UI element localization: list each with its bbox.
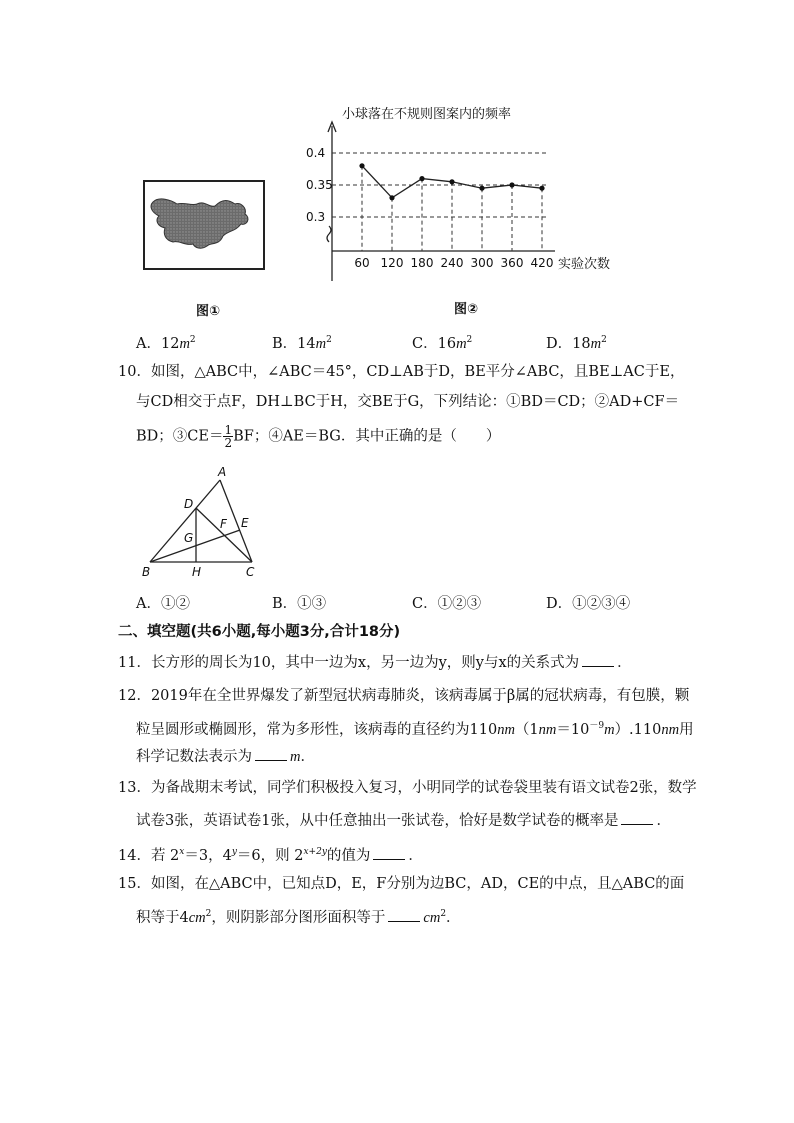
x-tick-label: 180 [410,256,434,270]
q12-line-2: 粒呈圆形或椭圆形，常为多形性，该病毒的直径约为$110nm(1nm=10^{-9}m).110nm$用 [136,721,694,738]
q10-option-a: A．①② [136,596,190,612]
q10-option-c: C．①②③ [412,596,482,612]
q9-option-b: B．$14m^2$ [272,335,332,352]
figure-1-caption: 图① [196,304,221,319]
data-point [359,163,364,168]
axis-break [327,226,331,242]
x-tick-label: 240 [440,256,464,270]
q14: 14．若 $2^x=3$，$4^y=6$，则 $2^{x+2y}$的值为 ． [118,842,423,866]
x-tick-label: 300 [470,256,494,270]
q10-option-b: B．①③ [272,596,327,612]
q14-answer-blank[interactable] [373,845,405,860]
label-h: H [192,565,202,579]
label-e: E [241,516,249,530]
y-tick-label: 0.35 [306,178,333,192]
label-g: G [184,531,194,545]
q12-answer-blank[interactable] [255,746,287,761]
x-tick-label: 360 [500,256,524,270]
q15-line-1: 15．如图，在△ABC中，已知点D，E，F分别为边BC，AD，CE的中点，且△ABC的面 [118,876,685,892]
figure-2-caption: 图② [454,302,479,317]
q10-line-3: BD；③CE＝ $\frac{1}{2}$ BF；④AE＝BG．其中正确的是（ ） [136,423,501,450]
label-a: A [218,465,227,479]
q15-line-2: 积等于$4cm^2$，则阴影部分图形面积等于 $cm^2$． [136,904,461,928]
label-f: F [220,517,227,531]
section-2-heading: 二、填空题(共6小题,每小题3分,合计18分) [118,624,401,640]
data-point [419,176,424,181]
figure-2-chart [300,104,630,294]
figure-1 [143,180,265,270]
x-tick-label: 120 [380,256,404,270]
q13-line-2: 试卷3张，英语试卷1张，从中任意抽出一张试卷，恰好是数学试卷的概率是 ． [136,810,671,831]
label-b: B [142,565,151,579]
chart-xlabel: 实验次数 [558,257,611,272]
x-tick-label: 60 [354,256,370,270]
q11: 11．长方形的周长为10，其中一边为x，另一边为y，则y与x的关系式为 ． [118,652,632,673]
q9-option-c: C．$16m^2$ [412,335,473,352]
chart-title: 小球落在不规则图案内的频率 [342,107,512,122]
q12-line-1: 12．2019年在全世界爆发了新型冠状病毒肺炎，该病毒属于β属的冠状病毒，有包膜，颗 [118,688,690,704]
q11-answer-blank[interactable] [582,652,614,667]
y-tick-label: 0.3 [306,210,326,224]
q13-answer-blank[interactable] [621,810,653,825]
frequency-line-chart [300,104,630,294]
q13-line-1: 13．为备战期末考试，同学们积极投入复习，小明同学的试卷袋里装有语文试卷2张，数学 [118,780,697,796]
q9-option-d: D．$18m^2$ [546,335,607,352]
q12-line-3: 科学记数法表示为 m． [136,746,315,767]
irregular-shape-figure [143,180,265,270]
q9-option-a: A．$12m^2$ [136,335,196,352]
x-tick-label: 420 [530,256,554,270]
label-c: C [246,565,255,579]
q10-line-2: 与CD相交于点F，DH⊥BC于H，交BE于G，下列结论：①BD＝CD；②AD+CF＝ [136,394,680,410]
data-point [449,179,454,184]
q15-answer-blank[interactable] [388,907,420,922]
q10-option-d: D．①②③④ [546,596,631,612]
q10-triangle-figure [136,464,266,582]
data-point [539,186,544,191]
y-tick-label: 0.4 [306,146,326,160]
data-point [389,195,394,200]
data-point [509,182,514,187]
fraction-one-half: $\frac{1}{2}$ [224,423,233,450]
q10-line-1: 10．如图，△ABC中，∠ABC＝45°，CD⊥AB于D，BE平分∠ABC，且BE⊥AC于E， [118,364,685,380]
data-point [479,186,484,191]
label-d: D [184,497,194,511]
